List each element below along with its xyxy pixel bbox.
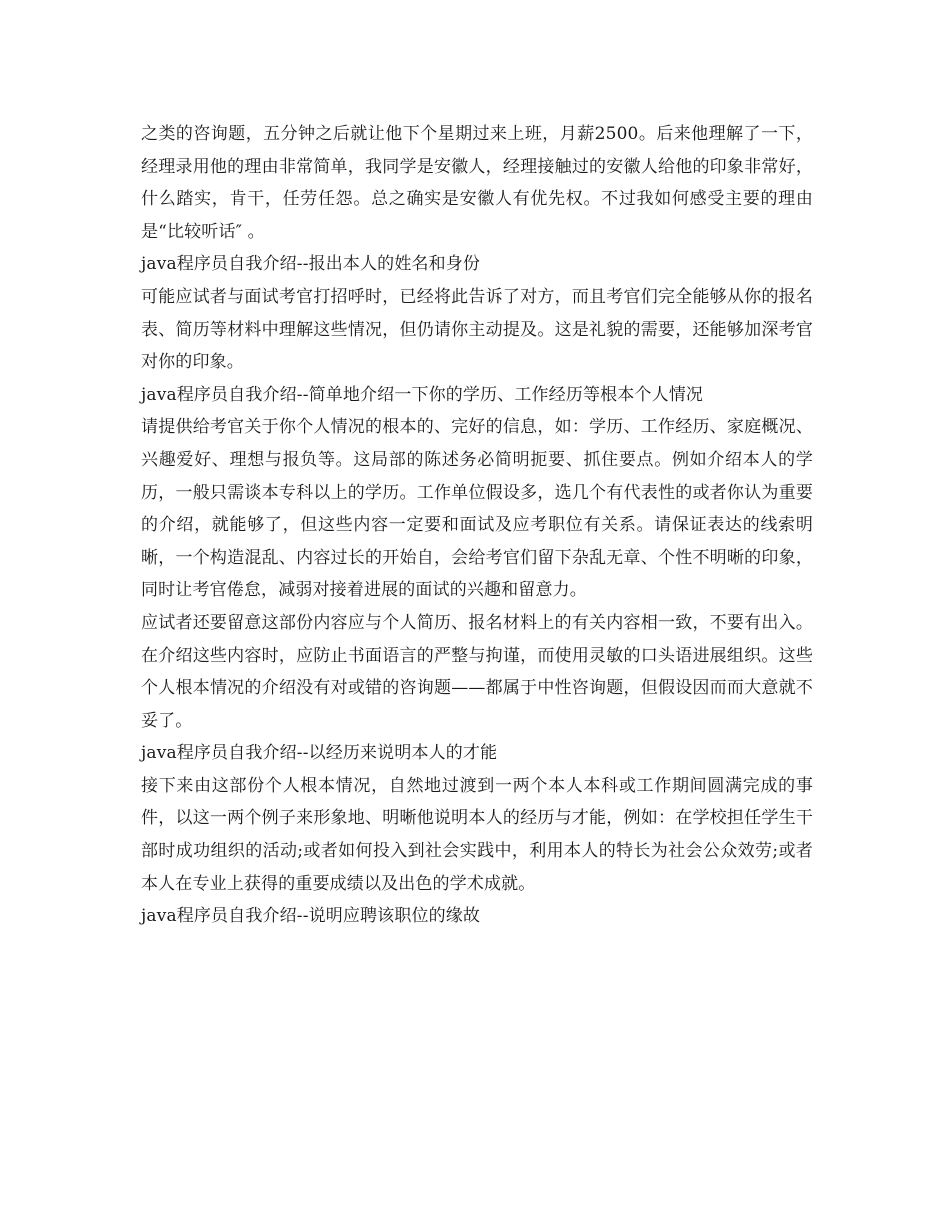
section-heading: java程序员自我介绍--报出本人的姓名和身份	[141, 254, 481, 275]
paragraph-body: 之类的咨询题，五分钟之后就让他下个星期过来上班，月薪2500。后来他理解了一下，经理录用他的理由非常简单，我同学是安徽人，经理接触过的安徽人给他的印象非常好，什么踏实，肯干，任劳任怨。总之确实是安徽人有优先权。不过我如何感受主要的理由是“比较听话″ 。	[141, 124, 813, 242]
section-heading: java程序员自我介绍--以经历来说明本人的才能	[141, 743, 498, 764]
paragraph-body: 应试者还要留意这部份内容应与个人简历、报名材料上的有关内容相一致，不要有出入。在介绍这些内容时，应防止书面语言的严整与拘谨，而使用灵敏的口头语进展组织。这些个人根本情况的介绍没有对或错的咨询题——都属于中性咨询题，但假设因而而大意就不妥了。	[141, 612, 813, 731]
section-heading: java程序员自我介绍--简单地介绍一下你的学历、工作经历等根本个人情况	[141, 384, 704, 405]
paragraph-body: 可能应试者与面试考官打招呼时，已经将此告诉了对方，而且考官们完全能够从你的报名表、简历等材料中理解这些情况，但仍请你主动提及。这是礼貌的需要，还能够加深考官对你的印象。	[141, 286, 813, 373]
paragraph-body: 请提供给考官关于你个人情况的根本的、完好的信息，如：学历、工作经历、家庭概况、兴趣爱好、理想与报负等。这局部的陈述务必简明扼要、抓住要点。例如介绍本人的学历，一般只需谈本专科以上的学历。工作单位假设多，选几个有代表性的或者你认为重要的介绍，就能够了，但这些内容一定要和面试及应考职位有关系。请保证表达的线索明晰，一个构造混乱、内容过长的开始自，会给考官们留下杂乱无章、个性不明晰的印象，同时让考官倦怠，减弱对接着进展的面试的兴趣和留意力。	[141, 417, 813, 601]
document-body	[141, 118, 813, 933]
paragraph-body: 接下来由这部份个人根本情况，自然地过渡到一两个本人本科或工作期间圆满完成的事件，以这一两个例子来形象地、明晰他说明本人的经历与才能，例如：在学校担任学生干部时成功组织的活动;或者如何投入到社会实践中，利用本人的特长为社会公众效劳;或者本人在专业上获得的重要成绩以及出色的学术成就。	[141, 775, 813, 894]
section-heading: java程序员自我介绍--说明应聘该职位的缘故	[141, 906, 481, 927]
